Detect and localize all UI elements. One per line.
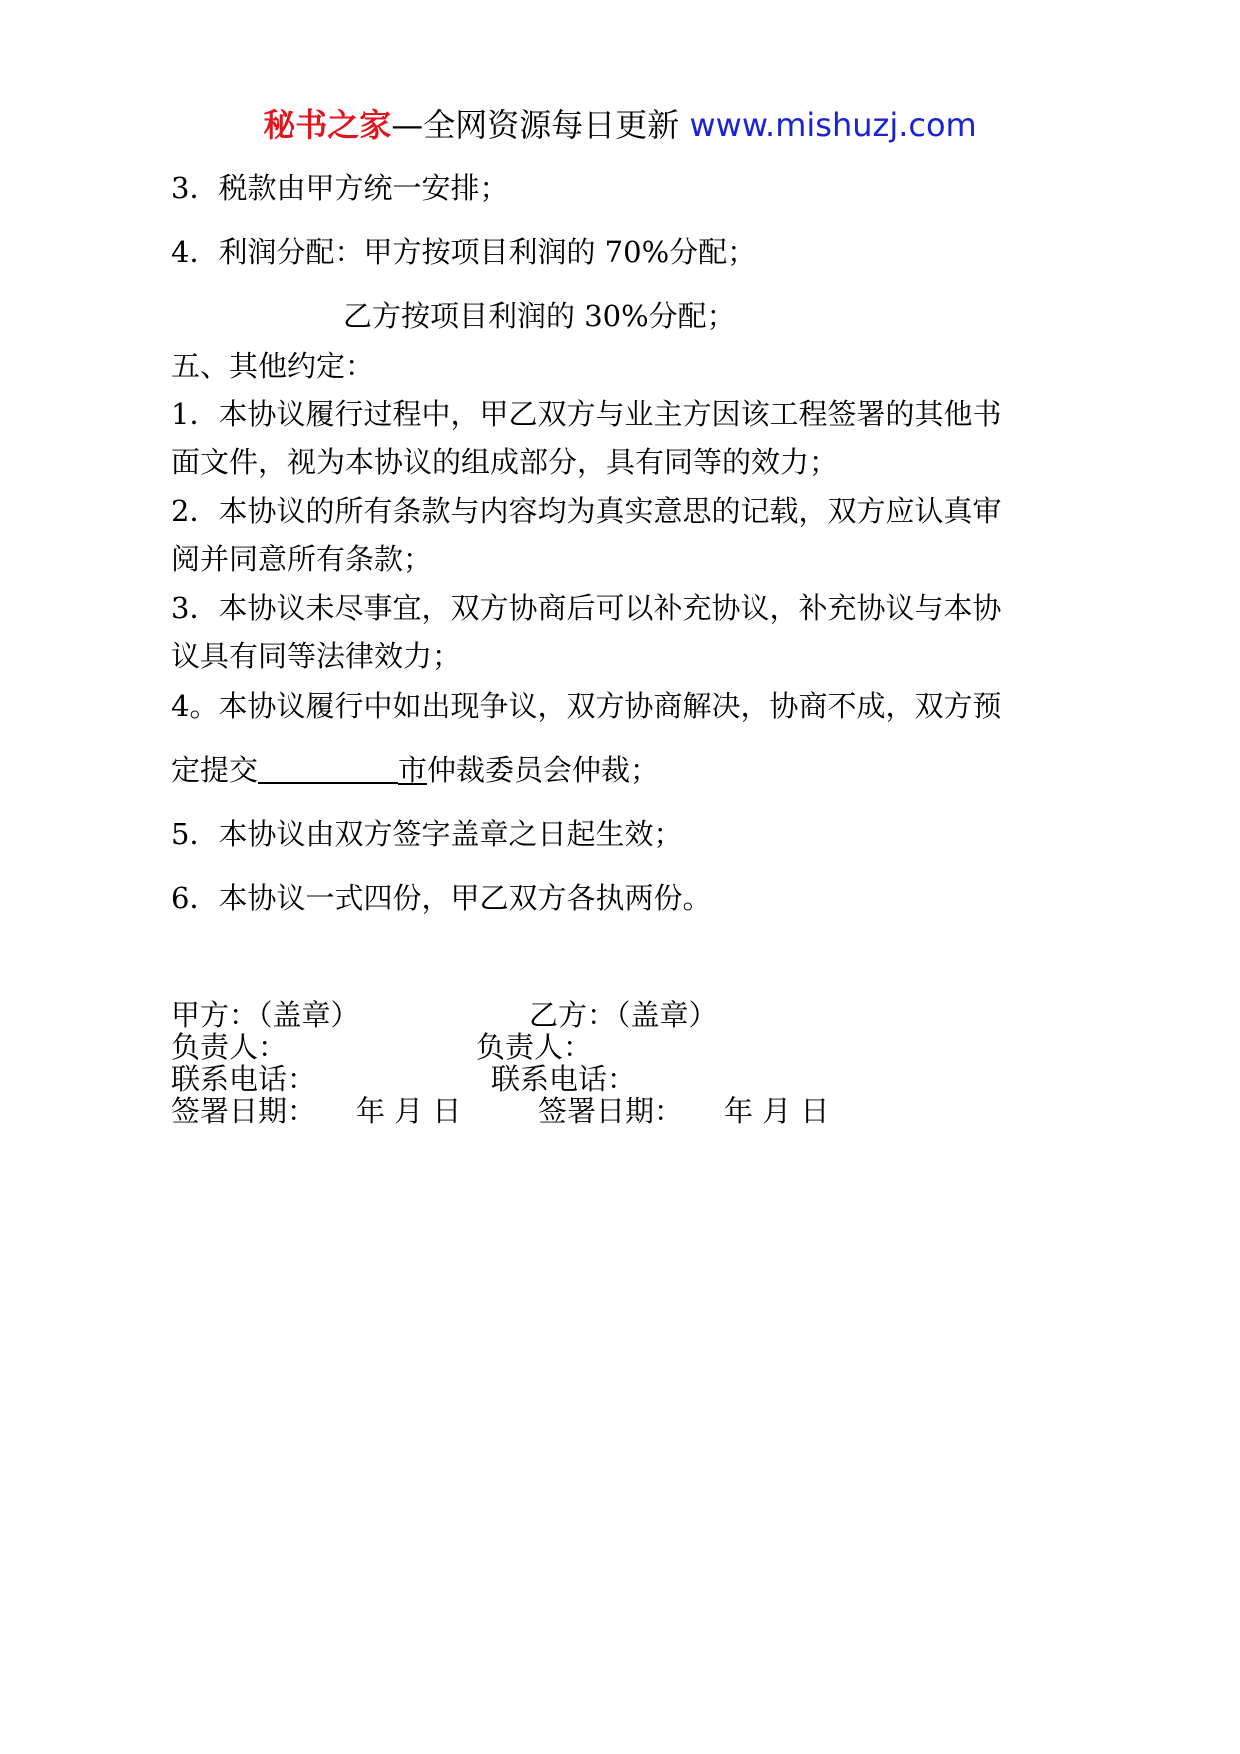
clause-5: 5．本协议由双方签字盖章之日起生效； (171, 817, 683, 851)
clause-4-text-before: 定提交 (171, 753, 259, 787)
party-b-phone-label: 联系电话： (491, 1062, 637, 1096)
clause-1-line-1: 1．本协议履行过程中，甲乙双方与业主方因该工程签署的其他书 (171, 397, 1002, 431)
party-a-date-label: 签署日期： (171, 1094, 317, 1128)
clause-2-line-2: 阅并同意所有条款； (171, 542, 433, 576)
clause-profit-party-a: 4．利润分配：甲方按项目利润的 70%分配； (171, 235, 757, 269)
clause-4-city: 市 (398, 753, 428, 787)
clause-4-line-2 (171, 750, 659, 790)
party-a-phone-label: 联系电话： (171, 1062, 317, 1096)
site-slogan: —全网资源每日更新 (391, 106, 680, 144)
party-b-seal-label: 乙方：（盖章） (529, 998, 718, 1032)
party-b-date: 年 月 日 (724, 1094, 830, 1128)
section-heading-other: 五、其他约定： (171, 349, 375, 383)
clause-3-line-2: 议具有同等法律效力； (171, 639, 462, 673)
clause-1-line-2: 面文件，视为本协议的组成部分，具有同等的效力； (171, 445, 839, 479)
site-url-link[interactable]: www.mishuzj.com (689, 106, 977, 144)
party-a-seal-label: 甲方：（盖章） (171, 998, 360, 1032)
clause-6: 6．本协议一式四份，甲乙双方各执两份。 (171, 881, 712, 915)
clause-3-line-1: 3．本协议未尽事宜，双方协商后可以补充协议，补充协议与本协 (171, 591, 1002, 625)
clause-4-text-after: 仲裁委员会仲裁； (427, 753, 660, 787)
party-a-date: 年 月 日 (356, 1094, 462, 1128)
party-b-person-label: 负责人： (476, 1030, 593, 1064)
party-a-person-label: 负责人： (171, 1030, 288, 1064)
party-b-date-label: 签署日期： (538, 1094, 684, 1128)
site-header (0, 98, 1240, 152)
clause-profit-party-b: 乙方按项目利润的 30%分配； (343, 299, 736, 333)
city-blank-field[interactable] (258, 752, 398, 784)
site-brand: 秘书之家 (263, 106, 392, 144)
clause-2-line-1: 2．本协议的所有条款与内容均为真实意思的记载，双方应认真审 (171, 494, 1002, 528)
clause-tax: 3．税款由甲方统一安排； (171, 171, 509, 205)
clause-4-line-1: 4。本协议履行中如出现争议，双方协商解决，协商不成，双方预 (171, 689, 1002, 723)
